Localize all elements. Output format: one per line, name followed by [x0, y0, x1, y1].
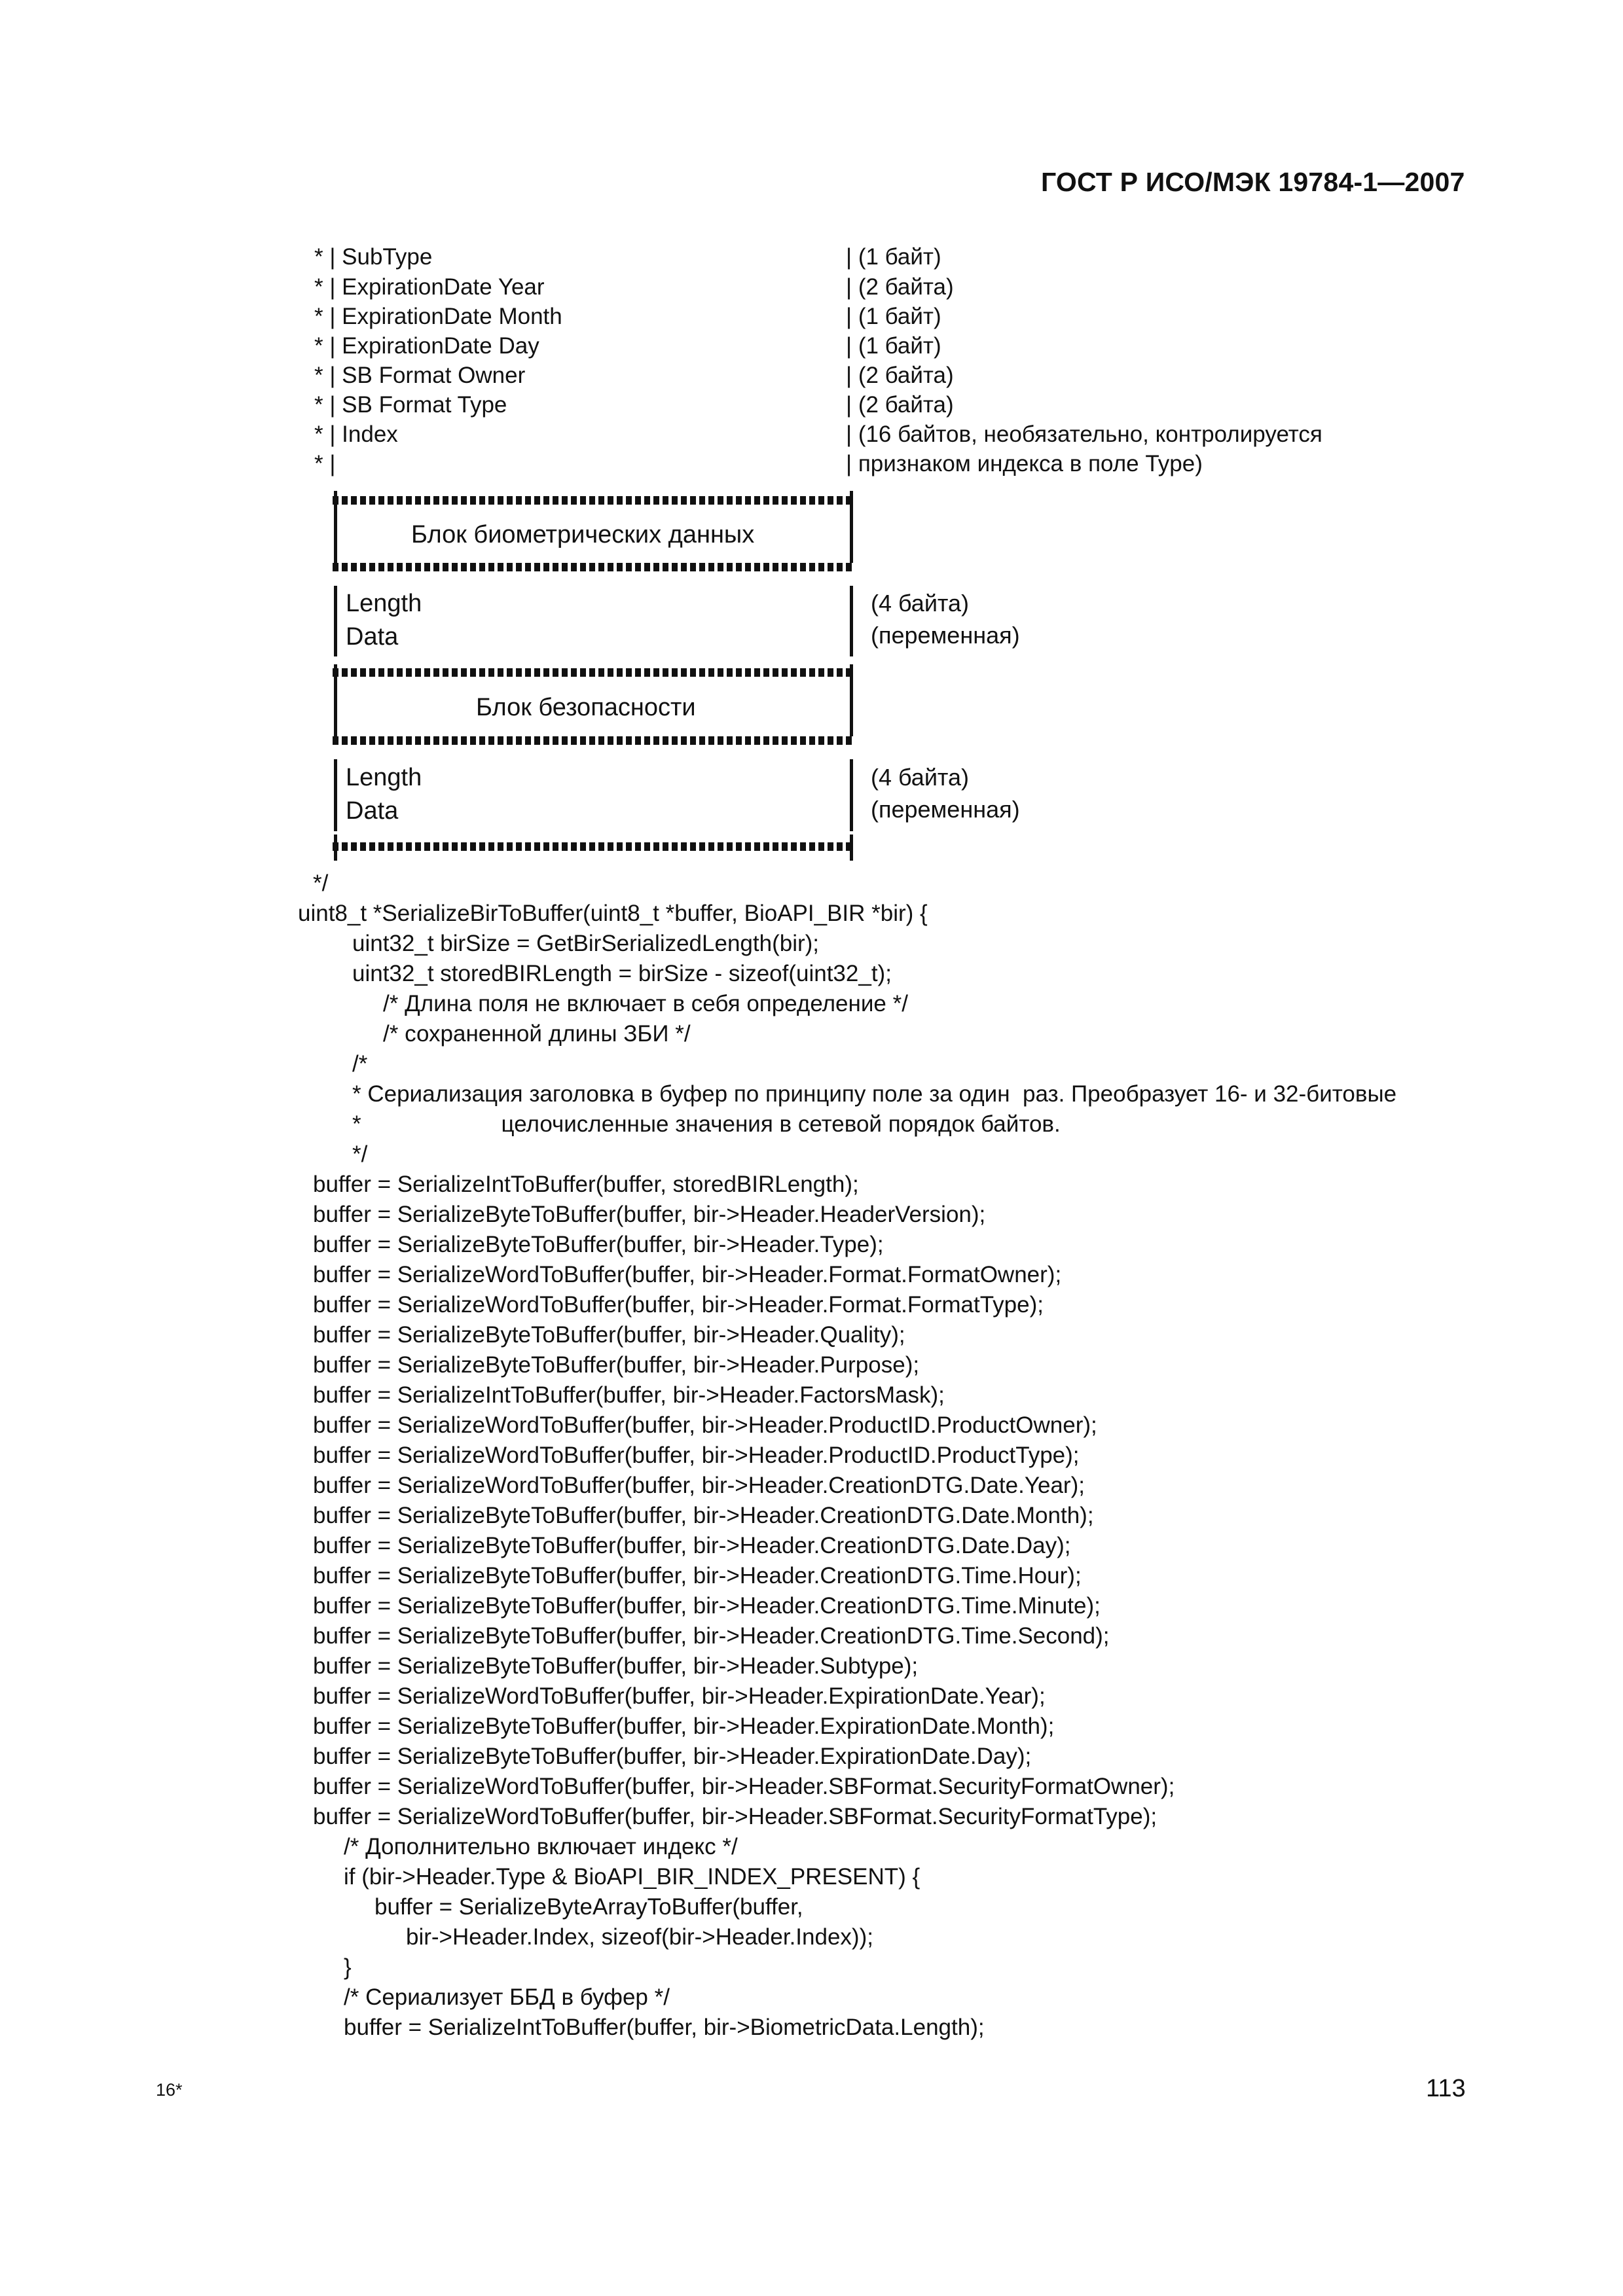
code-line: buffer = SerializeByteToBuffer(buffer, bir->Header.CreationDTG.Date.Day); [313, 1533, 1071, 1558]
divider-line [850, 834, 853, 861]
code-line: /* Дополнительно включает индекс */ [344, 1834, 738, 1859]
field-right: | (2 байта) [846, 392, 954, 418]
divider-line [334, 834, 337, 861]
footer-signature-mark: 16* [156, 2080, 183, 2100]
code-line: buffer = SerializeByteToBuffer(buffer, bir->Header.CreationDTG.Date.Month); [313, 1503, 1094, 1528]
code-line: buffer = SerializeWordToBuffer(buffer, bir->Header.ProductID.ProductOwner); [313, 1412, 1097, 1438]
field-left: * | SubType [314, 244, 433, 270]
code-line: buffer = SerializeByteToBuffer(buffer, bir->Header.CreationDTG.Time.Minute); [313, 1593, 1101, 1619]
code-line: */ [313, 870, 329, 896]
code-line: /* сохраненной длины ЗБИ */ [383, 1021, 691, 1047]
divider-line [334, 586, 337, 656]
code-line: buffer = SerializeByteToBuffer(buffer, bir->Header.HeaderVersion); [313, 1202, 986, 1227]
field-left: * | ExpirationDate Month [314, 304, 562, 329]
code-line: buffer = SerializeByteToBuffer(buffer, bir->Header.Quality); [313, 1322, 905, 1348]
field-right: | (2 байта) [846, 363, 954, 388]
code-line: /* [352, 1051, 368, 1077]
field-left: * | ExpirationDate Year [314, 274, 545, 300]
divider-line [333, 496, 854, 505]
block-title: Блок биометрических данных [411, 521, 755, 548]
divider-line [850, 586, 853, 656]
field-label: Length [346, 764, 422, 791]
code-line: uint32_t birSize = GetBirSerializedLength(bir); [352, 931, 820, 956]
field-left: * | SB Format Owner [314, 363, 526, 388]
field-right: | (1 байт) [846, 304, 941, 329]
field-right: | (1 байт) [846, 244, 941, 270]
code-line: buffer = SerializeByteToBuffer(buffer, bir->Header.Subtype); [313, 1653, 919, 1679]
field-size: (4 байта) [871, 764, 970, 791]
field-label: Length [346, 590, 422, 617]
code-line: buffer = SerializeByteToBuffer(buffer, bir->Header.ExpirationDate.Day); [313, 1744, 1032, 1769]
code-line: buffer = SerializeByteToBuffer(buffer, bir->Header.Purpose); [313, 1352, 920, 1378]
field-left: * | Index [314, 422, 398, 447]
code-line: buffer = SerializeIntToBuffer(buffer, bir->Header.FactorsMask); [313, 1382, 945, 1408]
divider-line [850, 664, 853, 736]
code-line: buffer = SerializeByteToBuffer(buffer, bir->Header.CreationDTG.Time.Second); [313, 1623, 1110, 1649]
field-left: * | ExpirationDate Day [314, 333, 539, 359]
code-line: buffer = SerializeByteArrayToBuffer(buffer, [374, 1894, 803, 1920]
code-line: /* Длина поля не включает в себя определение */ [383, 991, 908, 1016]
code-line: uint32_t storedBIRLength = birSize - sizeof(uint32_t); [352, 961, 892, 986]
field-size: (4 байта) [871, 590, 970, 617]
divider-line [850, 759, 853, 831]
divider-line [334, 759, 337, 831]
code-line: buffer = SerializeWordToBuffer(buffer, bir->Header.ExpirationDate.Year); [313, 1683, 1046, 1709]
code-line: buffer = SerializeByteToBuffer(buffer, bir->Header.Type); [313, 1232, 884, 1257]
code-line: buffer = SerializeIntToBuffer(buffer, storedBIRLength); [313, 1172, 859, 1197]
field-left: * | SB Format Type [314, 392, 507, 418]
code-line: buffer = SerializeByteToBuffer(buffer, bir->Header.CreationDTG.Time.Hour); [313, 1563, 1082, 1588]
field-right: | (1 байт) [846, 333, 941, 359]
code-line: buffer = SerializeWordToBuffer(buffer, bir->Header.Format.FormatType); [313, 1292, 1044, 1318]
code-line: buffer = SerializeWordToBuffer(buffer, bir->Header.ProductID.ProductType); [313, 1443, 1080, 1468]
page-number: 113 [1426, 2075, 1466, 2102]
divider-line [850, 491, 853, 563]
divider-line [333, 668, 854, 677]
code-line: buffer = SerializeWordToBuffer(buffer, bir->Header.SBFormat.SecurityFormatOwner); [313, 1774, 1175, 1799]
code-line: buffer = SerializeWordToBuffer(buffer, bir->Header.SBFormat.SecurityFormatType); [313, 1804, 1158, 1829]
code-line: buffer = SerializeWordToBuffer(buffer, bir->Header.Format.FormatOwner); [313, 1262, 1062, 1287]
divider-line [334, 491, 337, 563]
field-right: | (16 байтов, необязательно, контролируется [846, 422, 1322, 447]
field-right: | признаком индекса в поле Type) [846, 451, 1203, 476]
code-line: if (bir->Header.Type & BioAPI_BIR_INDEX_PRESENT) { [344, 1864, 921, 1890]
field-label: Data [346, 797, 399, 825]
field-right: | (2 байта) [846, 274, 954, 300]
divider-line [333, 842, 854, 851]
code-line: */ [352, 1141, 368, 1167]
block-title: Блок безопасности [476, 694, 696, 721]
code-line: /* Сериализует ББД в буфер */ [344, 1984, 670, 2010]
field-left: * | [314, 451, 336, 476]
code-line: * Сериализация заголовка в буфер по принципу поле за один раз. Преобразует 16- и 32-битовые [352, 1081, 1397, 1107]
code-line: } [344, 1954, 352, 1980]
code-line: bir->Header.Index, sizeof(bir->Header.Index)); [406, 1924, 873, 1950]
field-size: (переменная) [871, 622, 1020, 649]
divider-line [333, 736, 854, 745]
field-size: (переменная) [871, 796, 1020, 823]
code-line: buffer = SerializeWordToBuffer(buffer, bir->Header.CreationDTG.Date.Year); [313, 1473, 1085, 1498]
code-line: * целочисленные значения в сетевой порядок байтов. [352, 1111, 1061, 1137]
code-line: buffer = SerializeByteToBuffer(buffer, bir->Header.ExpirationDate.Month); [313, 1713, 1055, 1739]
divider-line [334, 664, 337, 736]
code-line: buffer = SerializeIntToBuffer(buffer, bir->BiometricData.Length); [344, 2015, 985, 2040]
divider-line [333, 563, 854, 571]
field-label: Data [346, 623, 399, 651]
code-line: uint8_t *SerializeBirToBuffer(uint8_t *buffer, BioAPI_BIR *bir) { [298, 901, 928, 926]
document-header-title: ГОСТ Р ИСО/МЭК 19784-1—2007 [1041, 167, 1465, 197]
